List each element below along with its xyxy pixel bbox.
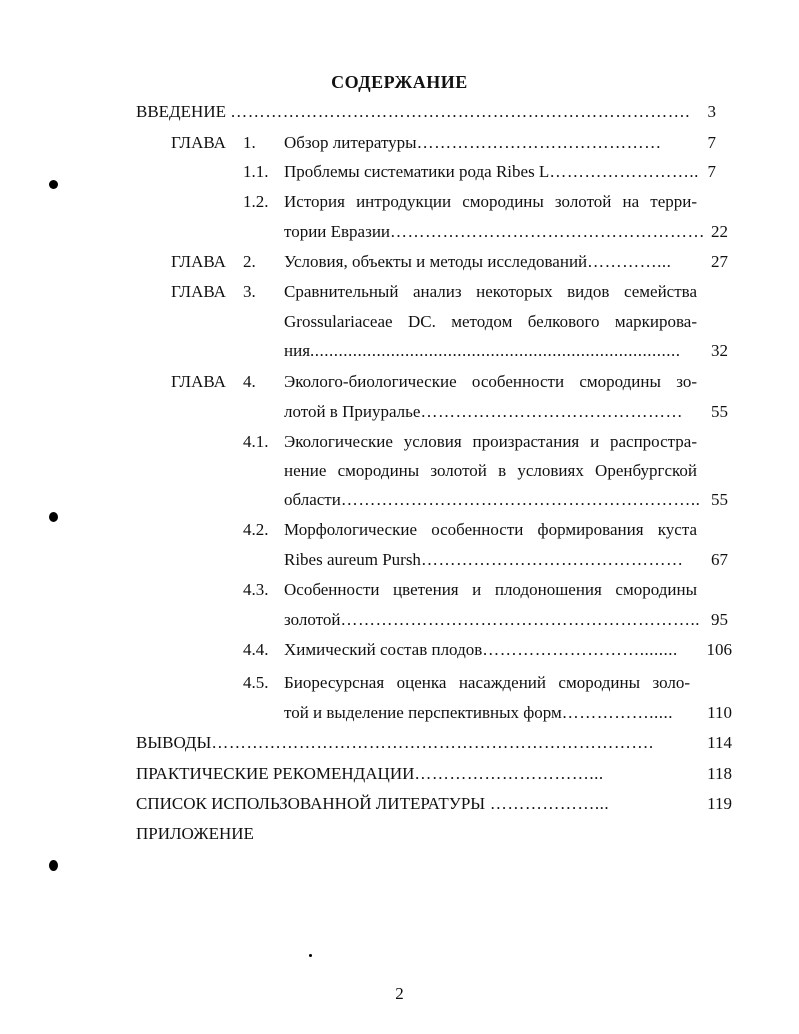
toc-dots: …………………………………………………….. <box>340 610 700 629</box>
toc-ch1-num: 1. <box>243 133 256 152</box>
toc-s44-page: 106 <box>706 640 732 659</box>
toc-appendix: ПРИЛОЖЕНИЕ <box>136 824 254 843</box>
toc-ch1-text: Обзор литературы <box>284 133 417 152</box>
toc-ch3-head: ГЛАВА <box>171 282 226 301</box>
toc-s45-text1: Биоресурсная оценка насаждений смородины золо- <box>284 673 690 692</box>
toc-s42-page: 67 <box>711 550 728 569</box>
toc-conclusions-page: 114 <box>707 733 732 752</box>
toc-references-page: 119 <box>707 794 732 813</box>
toc-s44-text: Химический состав плодов <box>284 640 483 659</box>
toc-dots: …………………………………………………………………. <box>211 733 654 752</box>
toc-s41-line1 <box>284 432 697 452</box>
toc-s41-line2 <box>284 461 697 481</box>
toc-s45-line2 <box>284 703 673 723</box>
toc-s12-num: 1.2. <box>243 192 269 211</box>
toc-s12-text2: тории Евразии <box>284 222 391 241</box>
toc-ch3-line1 <box>284 282 697 302</box>
toc-s11-page: 7 <box>707 162 716 181</box>
toc-s41-num: 4.1. <box>243 432 269 451</box>
toc-conclusions <box>136 733 654 753</box>
toc-s44-title <box>284 640 678 660</box>
toc-s41-text3: области <box>284 490 341 509</box>
toc-ch1-page: 7 <box>707 133 716 152</box>
toc-dots: ……………………………………………… <box>390 222 706 241</box>
toc-s45-text2: той и выделение перспективных форм <box>284 703 562 722</box>
toc-dots: .............................................................................. <box>310 341 681 360</box>
toc-ch3-page: 32 <box>711 341 728 360</box>
toc-ch2-title <box>284 252 671 272</box>
toc-dots: ……………………………………… <box>420 402 683 421</box>
toc-ch4-text2: лотой в Приуралье <box>284 402 421 421</box>
toc-ch2-text: Условия, объекты и методы исследований <box>284 252 588 271</box>
toc-s12-line2 <box>284 222 705 242</box>
toc-dots: ……………..... <box>561 703 674 722</box>
punch-hole-mark <box>49 860 58 871</box>
toc-ch4-line1 <box>284 372 697 392</box>
toc-s43-num: 4.3. <box>243 580 269 599</box>
toc-s43-text1: Особенности цветения и плодоношения смородины <box>284 580 697 599</box>
toc-ch4-page: 55 <box>711 402 728 421</box>
toc-recommendations-page: 118 <box>707 764 732 783</box>
toc-ch4-head: ГЛАВА <box>171 372 226 391</box>
toc-s41-text2: нение смородины золотой в условиях Оренбургской <box>284 461 697 480</box>
toc-s11-title <box>284 162 699 182</box>
toc-ch3-line2 <box>284 312 697 332</box>
toc-dots: ……………………………………………………………………. <box>230 102 690 121</box>
toc-intro-label: ВВЕДЕНИЕ <box>136 102 226 121</box>
toc-s42-text1: Морфологические особенности формирования куста <box>284 520 697 539</box>
toc-s43-line2 <box>284 610 700 630</box>
toc-references-label: СПИСОК ИСПОЛЬЗОВАННОЙ ЛИТЕРАТУРЫ <box>136 794 486 813</box>
toc-s41-line3 <box>284 490 700 510</box>
toc-intro <box>136 102 696 122</box>
toc-s41-text1: Экологические условия произрастания и распростра- <box>284 432 697 451</box>
punch-hole-mark <box>49 180 58 189</box>
toc-ch4-text1: Эколого-биологические особенности смородины зо- <box>284 372 697 391</box>
toc-ch3-text1: Сравнительный анализ некоторых видов семейства <box>284 282 697 301</box>
toc-dots: …………………………... <box>414 764 604 783</box>
toc-s42-text2: Ribes aureum Pursh <box>284 550 421 569</box>
toc-s43-line1 <box>284 580 697 600</box>
page-number: 2 <box>395 984 404 1003</box>
toc-ch3-text3: ния <box>284 341 311 360</box>
toc-intro-page: 3 <box>707 102 716 121</box>
toc-ch3-line3 <box>284 341 681 361</box>
toc-ch1-head: ГЛАВА <box>171 133 226 152</box>
toc-dots: …………………………………………………….. <box>340 490 701 509</box>
toc-conclusions-label: ВЫВОДЫ <box>136 733 212 752</box>
toc-ch2-head: ГЛАВА <box>171 252 226 271</box>
toc-s45-page: 110 <box>707 703 732 722</box>
toc-s42-num: 4.2. <box>243 520 269 539</box>
toc-s11-num: 1.1. <box>243 162 269 181</box>
toc-dots: …………………….. <box>549 162 699 181</box>
toc-s43-text2: золотой <box>284 610 341 629</box>
toc-s41-page: 55 <box>711 490 728 509</box>
toc-s12-text1: История интродукции смородины золотой на терри- <box>284 192 697 211</box>
toc-ch3-text2: Grossulariaceae DC. методом белкового маркирова- <box>284 312 697 331</box>
toc-ch4-num: 4. <box>243 372 256 391</box>
toc-dots: ……………………………………… <box>420 550 684 569</box>
toc-recommendations <box>136 764 604 784</box>
toc-s42-line1 <box>284 520 697 540</box>
toc-s12-line1 <box>284 192 697 212</box>
punch-hole-mark <box>49 512 58 522</box>
toc-ch1-title <box>284 133 662 153</box>
toc-dots: …………………………………… <box>416 133 662 152</box>
toc-ch4-line2 <box>284 402 683 422</box>
toc-s11-text: Проблемы систематики рода Ribes L <box>284 162 550 181</box>
toc-recommendations-label: ПРАКТИЧЕСКИЕ РЕКОМЕНДАЦИИ <box>136 764 415 783</box>
toc-s43-page: 95 <box>711 610 728 629</box>
toc-references <box>136 794 609 814</box>
toc-s44-num: 4.4. <box>243 640 269 659</box>
toc-dots: …………... <box>587 252 672 271</box>
toc-ch3-num: 3. <box>243 282 256 301</box>
toc-s12-page: 22 <box>711 222 728 241</box>
page-title: СОДЕРЖАНИЕ <box>331 72 468 92</box>
speck-mark <box>309 954 312 957</box>
toc-s42-line2 <box>284 550 683 570</box>
toc-dots: ………………………........ <box>482 640 678 659</box>
toc-s45-num: 4.5. <box>243 673 269 692</box>
toc-s45-line1 <box>284 673 690 693</box>
toc-dots: ………………... <box>485 794 610 813</box>
toc-ch2-num: 2. <box>243 252 256 271</box>
toc-ch2-page: 27 <box>711 252 728 271</box>
